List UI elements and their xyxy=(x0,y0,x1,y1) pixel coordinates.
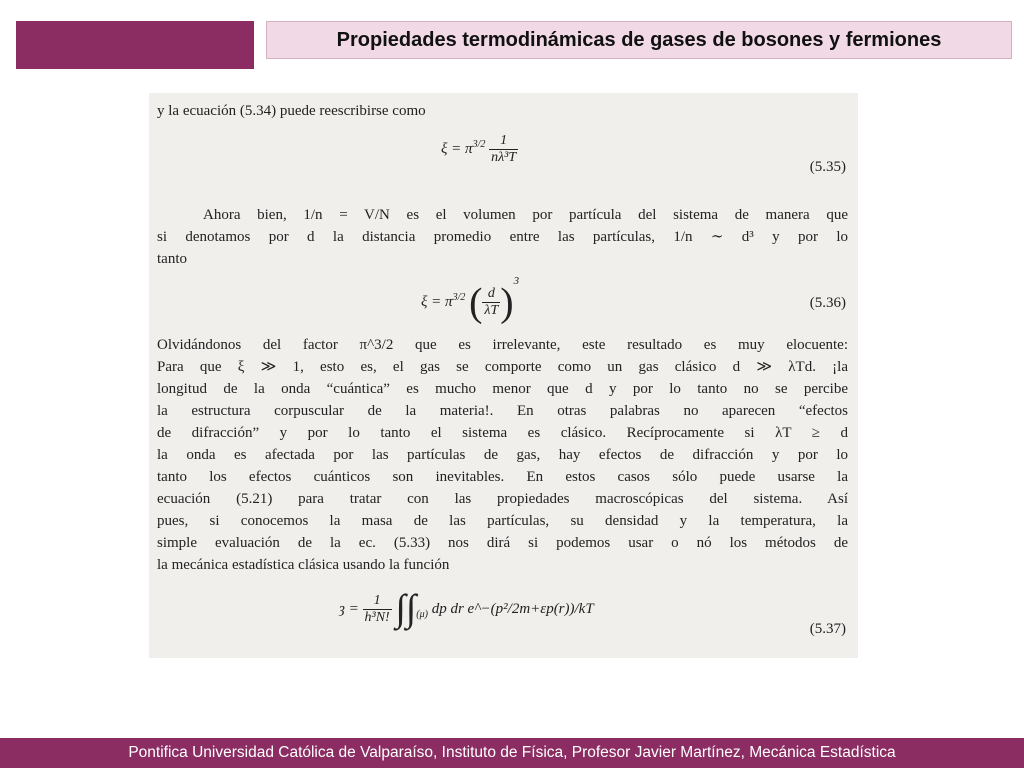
eq35-den: nλ³T xyxy=(491,150,517,165)
para2-line-4: la estructura corpuscular de la materia!. En otras palabras no aparecen “efectos xyxy=(157,403,848,419)
accent-block xyxy=(16,21,254,69)
eq35-num: 1 xyxy=(489,133,518,150)
para2-line-3: longitud de la onda “cuántica” es mucho menor que d y por lo tanto no se percibe xyxy=(157,381,848,397)
para2-line-2: Para que ξ ≫ 1, esto es, el gas se comporte como un gas clásico d ≫ λTd. ¡la xyxy=(157,359,848,375)
eq37-integral-sign: ∫∫ xyxy=(395,587,417,630)
eq36-label: (5.36) xyxy=(809,295,846,311)
eq36-exp: 3/2 xyxy=(452,292,466,303)
eq37-sub: (μ) xyxy=(416,608,428,620)
para2-line-8: ecuación (5.21) para tratar con las propiedades macroscópicas del sistema. Así xyxy=(157,491,848,507)
eq35-lhs: ξ = π xyxy=(441,140,473,157)
para2-line-6: la onda es afectada por las partículas de gas, hay efectos de difracción y por lo xyxy=(157,447,848,463)
eq37-body: dp dr e^−(p²/2m+εp(r))/kT xyxy=(431,600,594,617)
footer-text: Pontifica Universidad Católica de Valparaíso, Instituto de Física, Profesor Javier Martínez, Mecánica Estadística xyxy=(128,744,896,761)
slide-title-bar xyxy=(266,21,1012,59)
eq36-den: λT xyxy=(484,303,499,319)
para2-line-10: simple evaluación de la ec. (5.33) nos dirá si podemos usar o nó los métodos de xyxy=(157,535,848,551)
para2-line-5: de difracción” y por lo tanto el sistema es clásico. Recíprocamente si λT ≥ d xyxy=(157,425,848,441)
scanned-page-image xyxy=(149,93,858,658)
para1-line-1: Ahora bien, 1/n = V/N es el volumen por partícula del sistema de manera que xyxy=(203,207,848,223)
eq35-label: (5.35) xyxy=(809,159,846,175)
footer-bar xyxy=(0,738,1024,768)
eq37-lhs: ȝ = xyxy=(339,600,359,617)
eq36-lhs: ξ = π xyxy=(421,294,453,310)
eq37-fraction xyxy=(363,593,392,626)
eq35-exp: 3/2 xyxy=(472,138,486,150)
para1-line-3: tanto xyxy=(157,251,187,267)
para2-line-9: pues, si conocemos la masa de las partículas, su densidad y la temperatura, la xyxy=(157,513,848,529)
eq37-num: 1 xyxy=(363,593,392,610)
eq36-num: d xyxy=(482,286,500,303)
eq36-right-paren: ) xyxy=(500,279,514,325)
slide-title: Propiedades termodinámicas de gases de bosones y fermiones xyxy=(336,28,942,51)
eq36-left-paren: ( xyxy=(469,279,483,325)
para1-line-2: si denotamos por d la distancia promedio entre las partículas, 1/n ∼ d³ y por lo xyxy=(157,229,848,245)
eq35-fraction xyxy=(489,133,518,166)
eq37-label: (5.37) xyxy=(809,621,846,637)
eq36-power: 3 xyxy=(513,275,520,287)
para2-line-11: la mecánica estadística clásica usando la función xyxy=(157,557,450,573)
equation-5-37 xyxy=(339,587,594,630)
para2-line-7: tanto los efectos cuánticos son inevitables. En estos casos sólo puede usarse la xyxy=(157,469,848,485)
para2-line-1: Olvidándonos del factor π^3/2 que es irrelevante, este resultado es muy elocuente: xyxy=(157,337,848,353)
scan-intro-line: y la ecuación (5.34) puede reescribirse como xyxy=(157,103,426,119)
eq36-fraction xyxy=(482,286,500,319)
equation-5-36 xyxy=(421,271,519,323)
eq37-den: h³N! xyxy=(364,610,390,625)
equation-5-35 xyxy=(441,133,518,166)
